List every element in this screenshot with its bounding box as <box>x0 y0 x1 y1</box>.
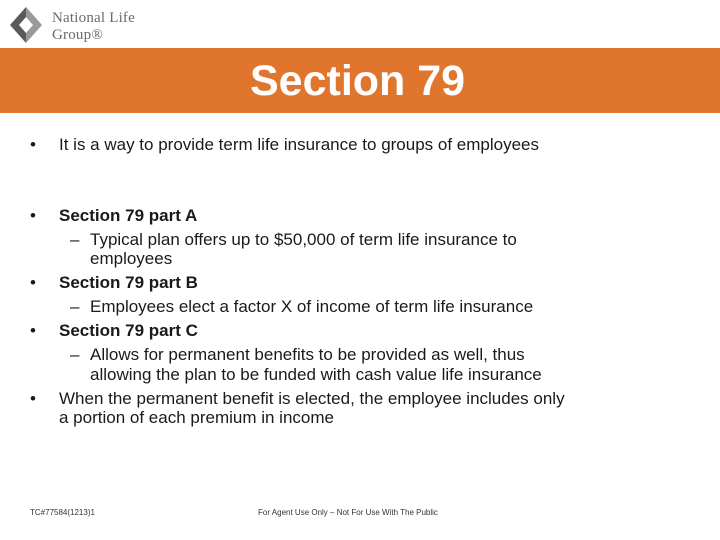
intro-text: It is a way to provide term life insurance to groups of employees <box>59 135 540 154</box>
footer-notice: For Agent Use Only – Not For Use With The Public <box>258 508 438 517</box>
slide-title: Section 79 <box>250 57 466 105</box>
footer-code: TC#77584(1213)1 <box>30 508 95 517</box>
logo-text-line1: National Life <box>52 10 135 26</box>
part-c-detail-line2: allowing the plan to be funded with cash value life insurance <box>90 365 542 384</box>
bullet-icon: • <box>30 273 36 292</box>
part-a-heading: Section 79 part A <box>59 206 198 225</box>
part-c-heading: Section 79 part C <box>59 321 198 340</box>
part-b-detail-line1: Employees elect a factor X of income of term life insurance <box>90 297 534 316</box>
bullet-icon: • <box>30 321 36 340</box>
dash-icon: – <box>70 345 80 364</box>
part-a-detail-line1: Typical plan offers up to $50,000 of term life insurance to <box>90 230 517 249</box>
part-b-heading: Section 79 part B <box>59 273 198 292</box>
diamond-logo-icon <box>6 5 48 45</box>
dash-icon: – <box>70 230 80 249</box>
bullet-icon: • <box>30 135 36 154</box>
part-a-detail-line2: employees <box>90 249 173 268</box>
bullet-icon: • <box>30 389 36 408</box>
final-text-line1: When the permanent benefit is elected, the employee includes only <box>59 389 565 408</box>
final-text-line2: a portion of each premium in income <box>59 408 334 427</box>
company-logo <box>6 5 146 45</box>
logo-text-line2: Group® <box>52 27 103 43</box>
part-c-detail-line1: Allows for permanent benefits to be provided as well, thus <box>90 345 525 364</box>
bullet-icon: • <box>30 206 36 225</box>
dash-icon: – <box>70 297 80 316</box>
